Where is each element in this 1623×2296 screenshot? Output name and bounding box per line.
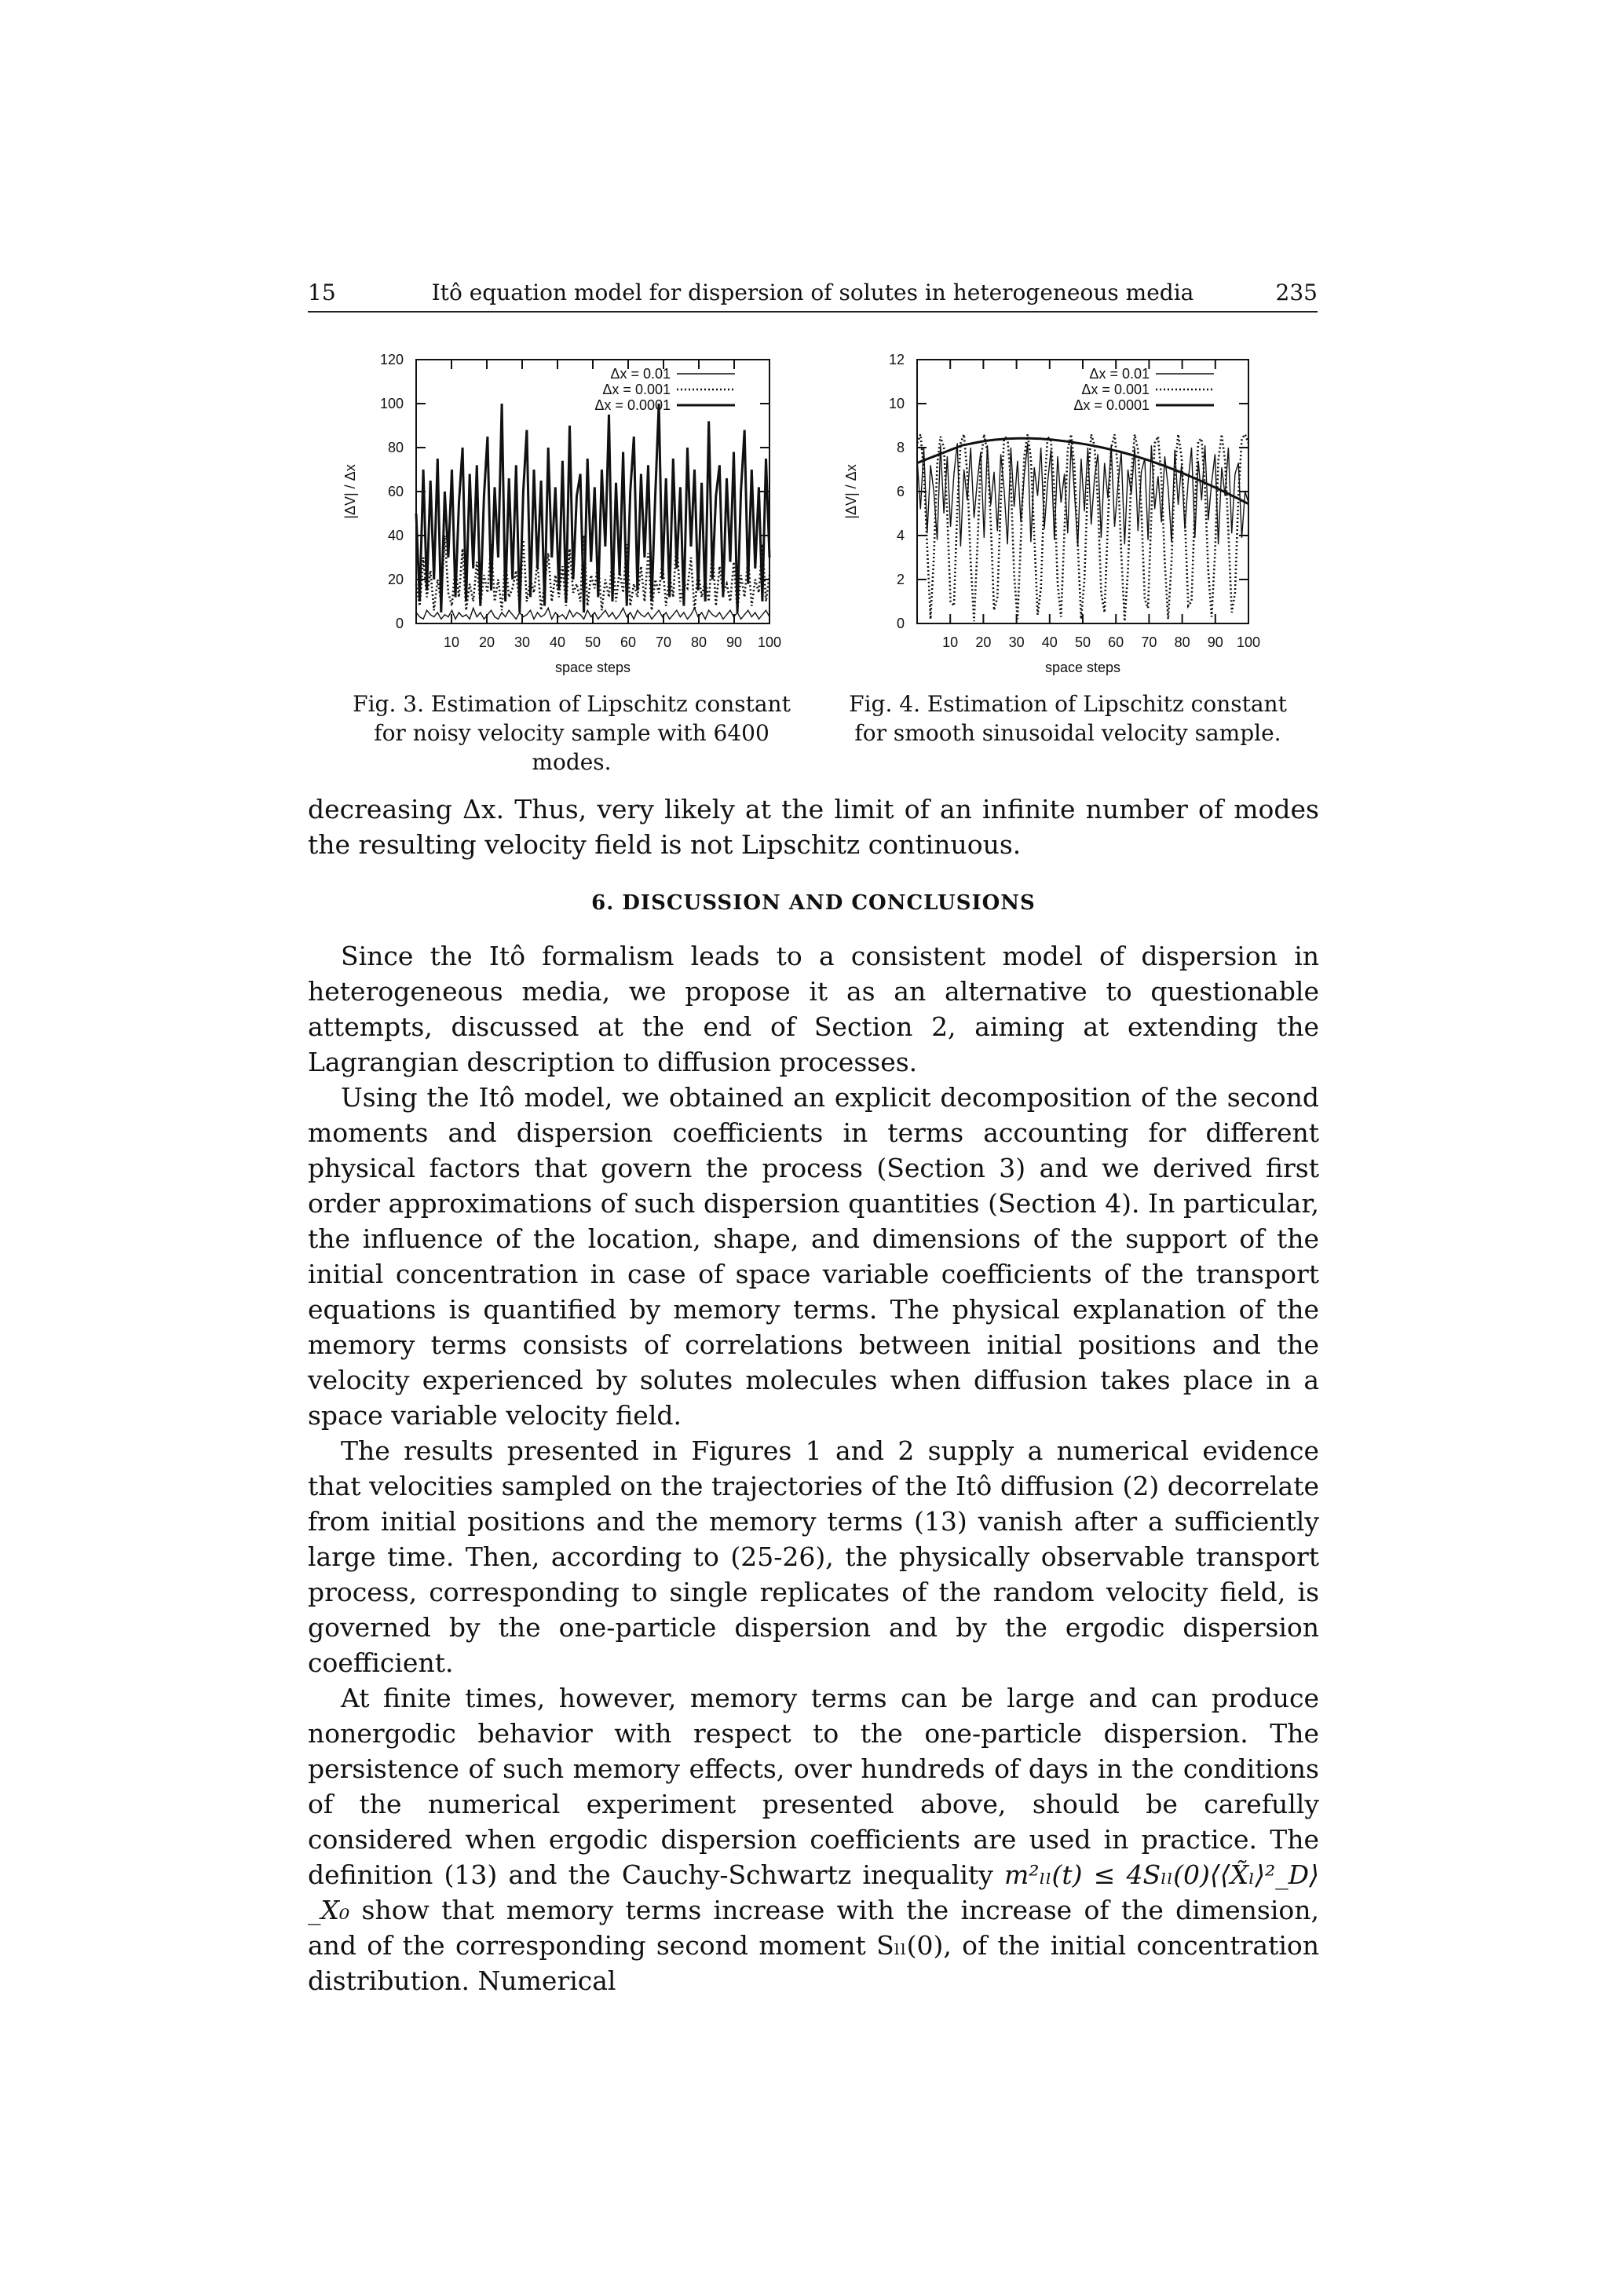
paragraph-1: Since the Itô formalism leads to a consistent model of dispersion in heterogeneous media, we propose it as an alternative to questionable attempts, discussed at the end of Section 2, aiming at extending the Lagrangian description to diffusion processes. (308, 941, 1319, 1077)
x-tick-label: 70 (1141, 634, 1157, 650)
figure-4-caption: Fig. 4. Estimation of Lipschitz constant for smooth sinusoidal velocity sample. (849, 691, 1287, 746)
series-line-1 (917, 443, 1248, 547)
legend-label: Δx = 0.0001 (594, 397, 671, 413)
x-tick-label: 30 (514, 634, 531, 650)
y-tick-label: 6 (896, 484, 905, 499)
y-tick-label: 40 (387, 528, 404, 543)
chapter-number: 15 (308, 280, 336, 305)
paragraph-4 (308, 1680, 1319, 1998)
legend-label: Δx = 0.001 (602, 382, 671, 397)
running-title: Itô equation model for dispersion of solutes in heterogeneous media (431, 280, 1194, 305)
x-tick-label: 10 (942, 634, 959, 650)
paragraph-4-start: At finite times, however, memory terms can be large and can produce nonergodic behavior with respect to the one-particle dispersion. The persistence of such memory effects, over hundreds of days in the conditions of the numerical experiment presented above, should be carefully considered when ergodic dispersion coefficients are used in practice. The definition (13) and the Cauchy-Schwartz inequality (308, 1683, 1319, 1890)
x-tick-label: 50 (1074, 634, 1091, 650)
x-tick-label: 80 (1174, 634, 1190, 650)
body-text (308, 792, 1319, 1998)
legend-label: Δx = 0.01 (610, 366, 671, 382)
y-tick-label: 8 (896, 440, 905, 455)
x-tick-label: 90 (1207, 634, 1223, 650)
legend-label: Δx = 0.01 (1089, 366, 1150, 382)
x-tick-label: 100 (757, 634, 782, 650)
x-tick-label: 100 (1236, 634, 1261, 650)
y-tick-label: 10 (888, 396, 905, 411)
y-axis-label: |ΔV| / Δx (843, 464, 859, 519)
figure-3-caption: Fig. 3. Estimation of Lipschitz constant for noisy velocity sample with 6400 modes. (353, 691, 791, 775)
x-tick-label: 80 (690, 634, 707, 650)
x-axis-label: space steps (554, 660, 631, 675)
paragraph-3: The results presented in Figures 1 and 2 supply a numerical evidence that velocities sampled on the trajectories of the Itô diffusion (2) decorrelate from initial positions and the memory terms (13) vanish after a sufficiently large time. Then, according to (25-26), the physically observable transport process, corresponding to single replicates of the random velocity field, is governed by the one-particle dispersion and by the ergodic dispersion coefficient. (308, 1435, 1319, 1678)
x-tick-label: 60 (1108, 634, 1124, 650)
section-heading: 6. DISCUSSION AND CONCLUSIONS (591, 891, 1036, 915)
x-tick-label: 30 (1008, 634, 1025, 650)
y-tick-label: 20 (387, 572, 404, 587)
intro-paragraph: decreasing Δx. Thus, very likely at the limit of an infinite number of modes the resulting velocity field is not Lipschitz continuous. (308, 794, 1319, 860)
legend-label: Δx = 0.001 (1081, 382, 1150, 397)
y-tick-label: 0 (395, 616, 404, 631)
paragraph-4-end: show that memory terms increase with the increase of the dimension, and of the corresponding second moment Sₗₗ(0), of the initial concentration distribution. Numerical (308, 1895, 1319, 1996)
y-tick-label: 80 (387, 440, 404, 455)
legend-label: Δx = 0.0001 (1073, 397, 1150, 413)
running-head (308, 275, 1318, 313)
x-axis-label: space steps (1044, 660, 1121, 675)
y-tick-label: 0 (896, 616, 905, 631)
x-tick-label: 60 (620, 634, 637, 650)
y-tick-label: 12 (888, 352, 905, 367)
x-tick-label: 70 (655, 634, 672, 650)
y-axis-label: |ΔV| / Δx (342, 464, 358, 519)
x-tick-label: 20 (478, 634, 495, 650)
y-tick-label: 60 (387, 484, 404, 499)
figure-4-chart (809, 349, 1319, 687)
y-tick-label: 4 (896, 528, 905, 543)
x-tick-label: 50 (584, 634, 601, 650)
x-tick-label: 40 (1041, 634, 1058, 650)
y-tick-label: 100 (379, 396, 404, 411)
x-tick-label: 20 (975, 634, 992, 650)
y-tick-label: 2 (896, 572, 905, 587)
y-tick-label: 120 (379, 352, 404, 367)
paragraph-2: Using the Itô model, we obtained an explicit decomposition of the second moments and dispersion coefficients in terms accounting for different physical factors that govern the process (Section 3) and we derived first order approximations of such dispersion quantities (Section 4). In particular, the influence of the location, shape, and dimensions of the support of the initial concentration in case of space variable coefficients of the transport equations is quantified by memory terms. The physical explanation of the memory terms consists of correlations between initial positions and the velocity experienced by solutes molecules when diffusion takes place in a space variable velocity field. (308, 1082, 1319, 1431)
x-tick-label: 40 (549, 634, 566, 650)
x-tick-label: 10 (443, 634, 460, 650)
x-tick-label: 90 (726, 634, 743, 650)
inequality-formula: m²ₗₗ(t) ≤ 4Sₗₗ(0)⟨⟨X̃ₗ⟩²_D⟩_X₀ (308, 1859, 1320, 1925)
figure-3-chart (308, 349, 795, 687)
page-number: 235 (1275, 280, 1318, 305)
